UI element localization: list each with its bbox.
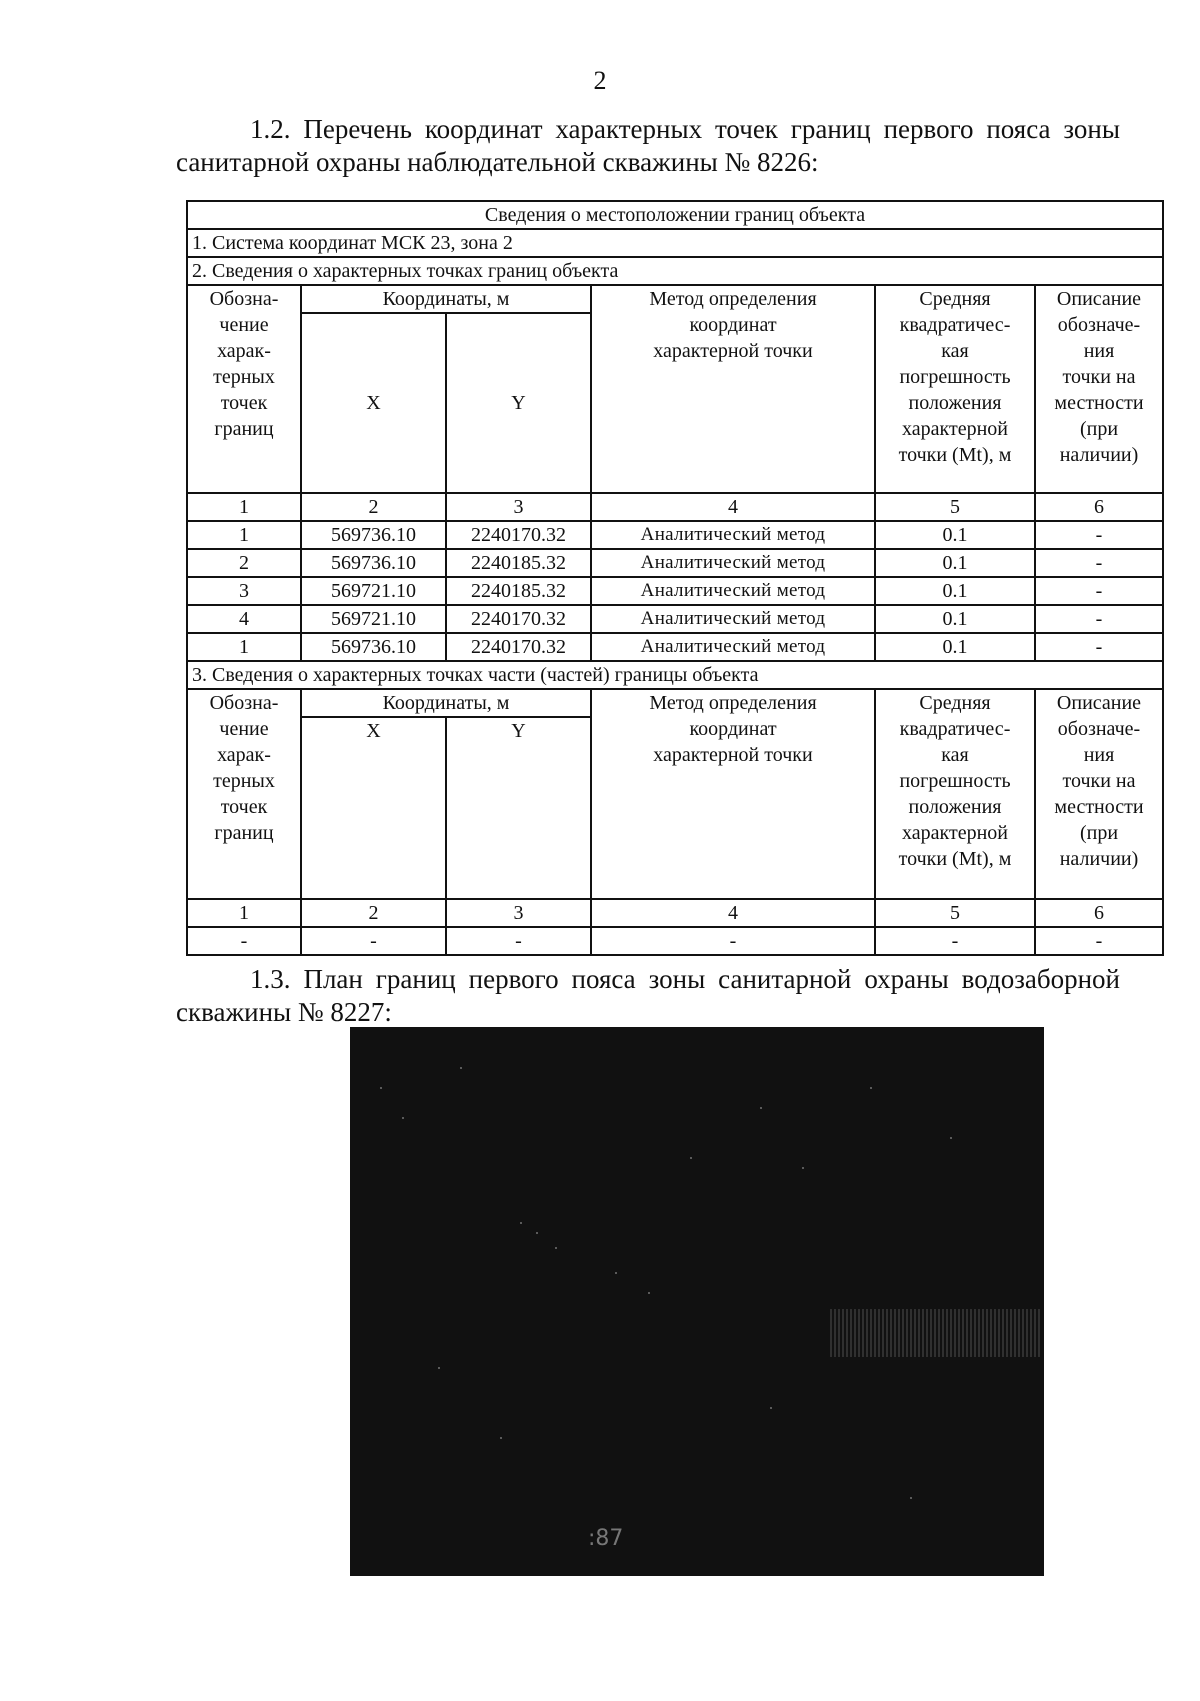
table-row [187,577,1163,605]
method-cell: Аналитический метод [591,521,875,549]
section-1-3-heading [176,963,1120,1029]
mt-cell: 0.1 [875,605,1035,633]
x-cell: 569721.10 [301,605,446,633]
column-number: 6 [1035,493,1163,521]
x-cell: 569736.10 [301,633,446,661]
header-method: Метод определения координат характерной точки [591,689,875,899]
point-cell: 4 [187,605,301,633]
mt-cell: 0.1 [875,633,1035,661]
section-1-2-line-2: санитарной охраны наблюдательной скважины № 8226: [176,147,819,177]
method-cell: Аналитический метод [591,633,875,661]
mt-cell: - [875,927,1035,955]
x-cell: 569736.10 [301,521,446,549]
table-row [187,633,1163,661]
header-y: Y [446,717,591,899]
coordinate-system: 1. Система координат МСК 23, зона 2 [187,229,1163,257]
column-number: 6 [1035,899,1163,927]
column-number: 5 [875,899,1035,927]
column-number: 3 [446,899,591,927]
column-number: 1 [187,493,301,521]
point-cell: 3 [187,577,301,605]
table-row [187,549,1163,577]
point-cell: - [187,927,301,955]
section-1-3-line-2: скважины № 8227: [176,997,392,1027]
method-cell: Аналитический метод [591,577,875,605]
point-cell: 1 [187,633,301,661]
table-row [187,605,1163,633]
mt-cell: 0.1 [875,549,1035,577]
section-2-title: 2. Сведения о характерных точках границ объекта [187,257,1163,285]
header-x: X [301,313,446,493]
header-x: X [301,717,446,899]
column-number: 4 [591,899,875,927]
plan-label: :87 [588,1526,624,1551]
x-cell: - [301,927,446,955]
table-row [187,927,1163,955]
header-designation: Обозна- чение харак- терных точек границ [187,689,301,899]
point-cell: 1 [187,521,301,549]
method-cell: - [591,927,875,955]
description-cell: - [1035,577,1163,605]
description-cell: - [1035,605,1163,633]
header-coords: Координаты, м [301,285,591,313]
coordinates-table [186,200,1164,956]
description-cell: - [1035,521,1163,549]
mt-cell: 0.1 [875,577,1035,605]
description-cell: - [1035,633,1163,661]
column-number-row [187,899,1163,927]
y-cell: 2240170.32 [446,521,591,549]
description-cell: - [1035,549,1163,577]
column-number: 2 [301,493,446,521]
column-number-row [187,493,1163,521]
plan-noise [830,1309,1040,1357]
y-cell: 2240170.32 [446,605,591,633]
x-cell: 569721.10 [301,577,446,605]
y-cell: 2240185.32 [446,577,591,605]
page-number: 2 [593,66,607,95]
column-number: 1 [187,899,301,927]
x-cell: 569736.10 [301,549,446,577]
y-cell: - [446,927,591,955]
table-row [187,521,1163,549]
description-cell: - [1035,927,1163,955]
header-method: Метод определения координат характерной точки [591,285,875,493]
column-number: 2 [301,899,446,927]
header-description: Описание обозначе- ния точки на местности (при наличии) [1035,689,1163,899]
section-1-2-line-1: 1.2. Перечень координат характерных точек границ первого пояса зоны [250,114,1120,144]
method-cell: Аналитический метод [591,549,875,577]
header-y: Y [446,313,591,493]
table-title: Сведения о местоположении границ объекта [187,201,1163,229]
point-cell: 2 [187,549,301,577]
section-3-title: 3. Сведения о характерных точках части (частей) границы объекта [187,661,1163,689]
header-coords: Координаты, м [301,689,591,717]
header-error: Средняя квадратичес- кая погрешность положения характерной точки (Mt), м [875,689,1035,899]
y-cell: 2240185.32 [446,549,591,577]
section-1-2-heading [176,113,1120,179]
method-cell: Аналитический метод [591,605,875,633]
plan-image [350,1027,1044,1576]
header-error: Средняя квадратичес- кая погрешность положения характерной точки (Mt), м [875,285,1035,493]
column-number: 4 [591,493,875,521]
y-cell: 2240170.32 [446,633,591,661]
mt-cell: 0.1 [875,521,1035,549]
column-number: 3 [446,493,591,521]
header-designation: Обозна- чение харак- терных точек границ [187,285,301,493]
column-number: 5 [875,493,1035,521]
section-1-3-line-1: 1.3. План границ первого пояса зоны санитарной охраны водозаборной [250,964,1120,994]
header-description: Описание обозначе- ния точки на местности (при наличии) [1035,285,1163,493]
